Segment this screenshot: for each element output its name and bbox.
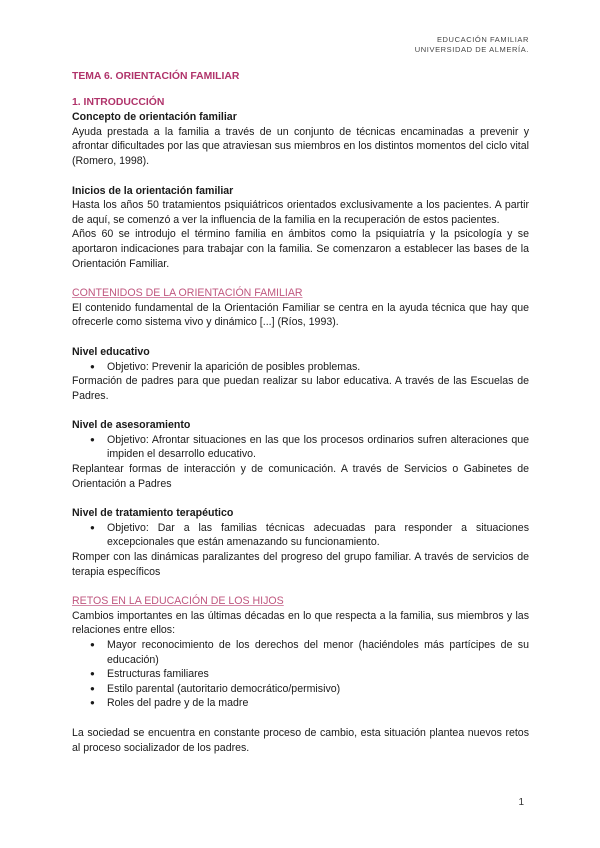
concepto-title: Concepto de orientación familiar — [72, 111, 237, 124]
list-item: ● Objetivo: Afrontar situaciones en las que los procesos ordinarios sufren alteraciones que impiden el desarrollo educativo. — [90, 433, 529, 462]
inicios-paragraph-1: Hasta los años 50 tratamientos psiquiátricos orientados exclusivamente a los pacientes. A partir de aquí, se comenzó a ver la influencia de la familia en la recuperación de estos pacientes. — [72, 199, 529, 226]
page-number: 1 — [518, 797, 524, 808]
concepto-paragraph: Ayuda prestada a la familia a través de un conjunto de técnicas encaminadas a prevenir y afrontar dificultades por las que atraviesan sus miembros en los distintos momentos del ciclo vital (Romero, 1998). — [72, 125, 529, 167]
nivel-educativo-title: Nivel educativo — [72, 345, 150, 358]
page-header — [415, 35, 529, 55]
tema-title: TEMA 6. ORIENTACIÓN FAMILIAR — [72, 71, 240, 82]
list-item: ● Objetivo: Dar a las familias técnicas adecuadas para responder a situaciones excepcionales que están amenazando su funcionamiento. — [90, 521, 529, 550]
header-course: EDUCACIÓN FAMILIAR — [436, 35, 529, 44]
retos-paragraph: Cambios importantes en las últimas décadas en lo que respecta a la familia, sus miembros y las relaciones entre ellos: — [72, 609, 529, 637]
nivel-tratamiento-paragraph: Romper con las dinámicas paralizantes del progreso del grupo familiar. A través de servicios de terapia específicos — [72, 551, 529, 578]
nivel-tratamiento-title: Nivel de tratamiento terapéutico — [72, 507, 234, 520]
list-item: ● Roles del padre y de la madre — [90, 696, 529, 711]
nivel-tratamiento-list — [90, 521, 529, 550]
nivel-asesoramiento-paragraph: Replantear formas de interacción y de comunicación. A través de Servicios o Gabinetes de Orientación a Padres — [72, 463, 529, 490]
retos-closing-paragraph: La sociedad se encuentra en constante proceso de cambio, esta situación plantea nuevos retos al proceso socializador de los padres. — [72, 726, 529, 754]
nivel-educativo-paragraph: Formación de padres para que puedan realizar su labor educativa. A través de las Escuelas de Padres. — [72, 375, 529, 402]
contenidos-heading: CONTENIDOS DE LA ORIENTACIÓN FAMILIAR — [72, 287, 303, 300]
inicios-title: Inicios de la orientación familiar — [72, 184, 234, 197]
section-introduccion-title: 1. INTRODUCCIÓN — [72, 96, 165, 108]
list-item: ● Mayor reconocimiento de los derechos del menor (haciéndoles más partícipes de su educación) — [90, 638, 529, 667]
inicios-paragraph-2: Años 60 se introdujo el término familia en ámbitos como la psiquiatría y la psicología y se aportaron indicaciones para trabajar con la familia. Se comenzaron a establecer las bases de la Orientación Familiar. — [72, 228, 529, 270]
contenidos-paragraph: El contenido fundamental de la Orientación Familiar se centra en la ayuda técnica que hay que ofrecerle como sistema vivo y dinámico [...] (Ríos, 1993). — [72, 301, 529, 329]
nivel-asesoramiento-list — [90, 433, 529, 462]
nivel-asesoramiento-title: Nivel de asesoramiento — [72, 419, 191, 432]
header-university: UNIVERSIDAD DE ALMERÍA. — [414, 45, 529, 54]
list-item: ● Estilo parental (autoritario democrático/permisivo) — [90, 682, 529, 697]
list-item: ● Estructuras familiares — [90, 667, 529, 682]
document-body — [72, 70, 529, 755]
retos-heading: RETOS EN LA EDUCACIÓN DE LOS HIJOS — [72, 595, 284, 608]
nivel-educativo-list — [90, 360, 529, 375]
retos-list — [90, 638, 529, 711]
list-item: ● Objetivo: Prevenir la aparición de posibles problemas. — [90, 360, 529, 375]
